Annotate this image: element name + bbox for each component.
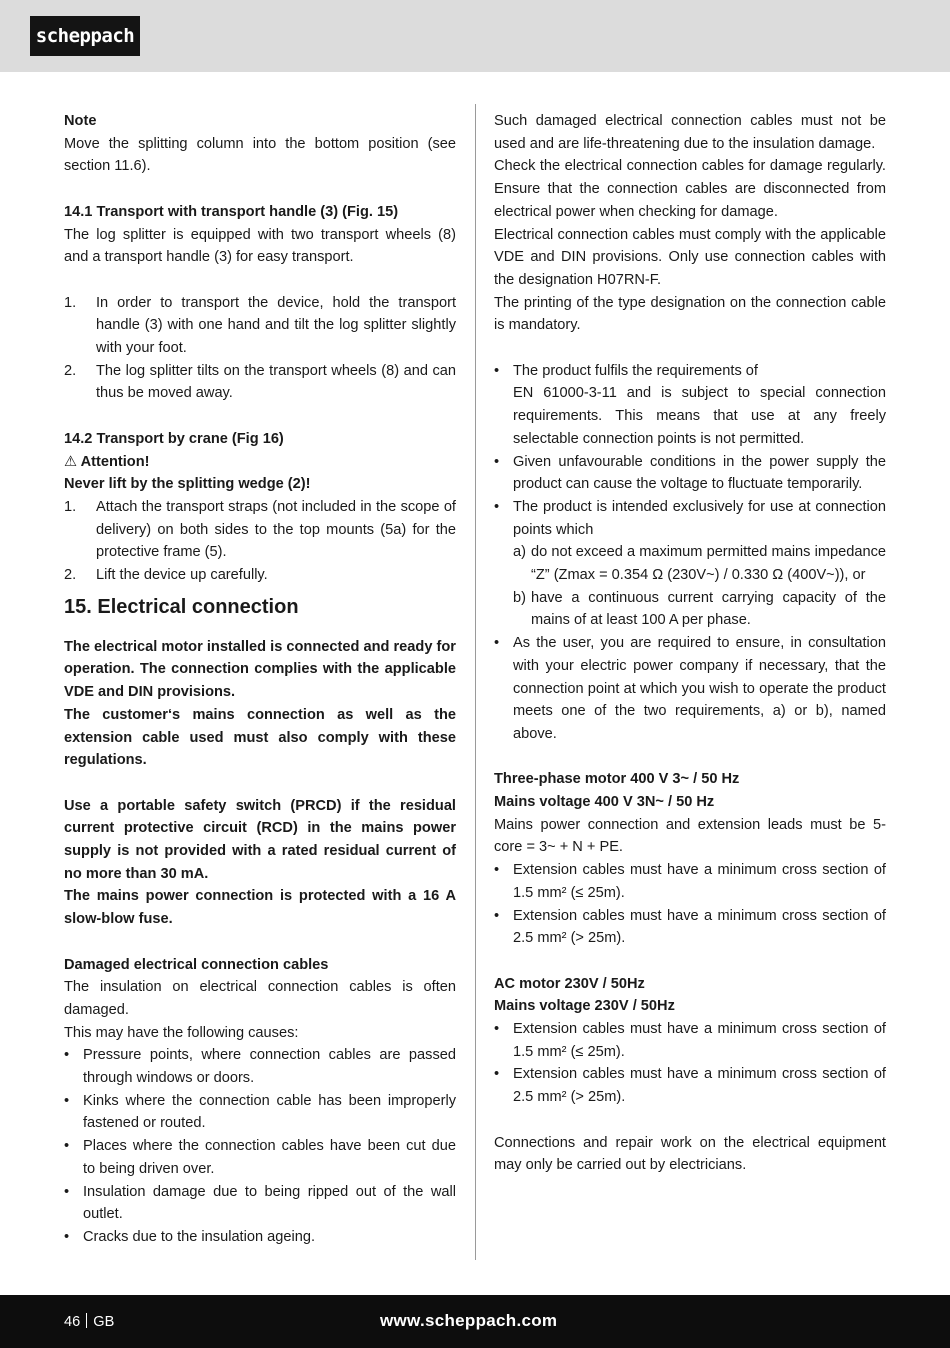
bullet: •	[494, 498, 500, 515]
bullet-text: Extension cables must have a minimum cross section of 1.5 mm² (≤ 25m).	[513, 862, 886, 901]
separator	[86, 1313, 87, 1328]
list-item	[494, 360, 886, 451]
bullet: •	[494, 635, 500, 652]
bullet-text: Cracks due to the insulation ageing.	[83, 1228, 316, 1245]
bullet-text: EN 61000-3-11 and is subject to special connection requirements. This means that use at any freely selectable connection points is not permitted.	[513, 385, 886, 447]
paragraph: Check the electrical connection cables for damage regularly. Ensure that the connection cables are disconnected from electrical power when checking for damage.	[494, 158, 886, 220]
bullet-text: As the user, you are required to ensure, in consultation with your electric power company if necessary, that the connection point at which you wish to operate the product meets one of the two requirements, a) or b), named above.	[513, 635, 886, 742]
sub-label: b)	[513, 589, 526, 606]
bullet: •	[494, 907, 500, 924]
step-number: 1.	[64, 294, 77, 311]
sub-text: do not exceed a maximum permitted mains impedance “Z” (Zmax = 0.354 Ω (230V~) / 0.330 Ω (400V~)), or	[531, 544, 886, 584]
sub-text: have a continuous current carrying capacity of the mains of at least 100 A per phase.	[531, 589, 886, 629]
list-item	[64, 1135, 456, 1180]
step-number: 2.	[64, 567, 77, 584]
ac-motor-heading: AC motor 230V / 50Hz	[494, 975, 645, 992]
list-item	[494, 632, 886, 746]
bullet-text: Extension cables must have a minimum cross section of 2.5 mm² (> 25m).	[513, 907, 886, 947]
bullet-text: The product fulfils the requirements of	[513, 362, 758, 379]
list-item	[494, 859, 886, 904]
ac-mains: Mains voltage 230V / 50Hz	[494, 998, 675, 1015]
column-divider	[475, 104, 476, 1260]
bullet-text: Extension cables must have a minimum cross section of 2.5 mm² (> 25m).	[513, 1066, 886, 1106]
note-title: Note	[64, 113, 97, 129]
bullet-text: Kinks where the connection cable has been improperly fastened or routed.	[83, 1092, 456, 1132]
three-phase-heading: Three-phase motor 400 V 3~ / 50 Hz	[494, 771, 740, 788]
bullet-text: Places where the connection cables have been cut due to being driven over.	[83, 1138, 456, 1177]
sub-list-item	[494, 541, 886, 586]
bullet: •	[64, 1047, 70, 1064]
never-lift-warning: Never lift by the splitting wedge (2)!	[64, 476, 311, 493]
three-phase-mains: Mains voltage 400 V 3N~ / 50 Hz	[494, 794, 715, 811]
bullet: •	[494, 453, 500, 470]
bullet-text: Pressure points, where connection cables are passed through windows or doors.	[83, 1047, 456, 1087]
damaged-cables-heading: Damaged electrical connection cables	[64, 956, 329, 973]
paragraph: Electrical connection cables must comply with the applicable VDE and DIN provisions. Only use connection cables with the designation H07RN-F.	[494, 226, 886, 288]
bullet: •	[494, 362, 500, 379]
section-15-heading: 15. Electrical connection	[64, 595, 299, 618]
bullet: •	[64, 1183, 70, 1200]
bullet: •	[494, 862, 500, 879]
bullet: •	[494, 1021, 500, 1038]
paragraph: Such damaged electrical connection cables must not be used and are life-threatening due to the insulation damage.	[494, 113, 886, 152]
fuse-paragraph: The mains power connection is protected with a 16 A slow-blow fuse.	[64, 888, 456, 928]
bullet: •	[64, 1092, 70, 1109]
step-number: 2.	[64, 362, 77, 379]
electrical-motor-paragraph: The electrical motor installed is connected and ready for operation. The connection complies with the applicable VDE and DIN provisions.	[64, 638, 456, 701]
step-text: Lift the device up carefully.	[96, 567, 268, 584]
language-code: GB	[93, 1314, 115, 1330]
page-number-block	[64, 1311, 114, 1333]
list-item	[64, 1181, 456, 1226]
note-text: Move the splitting column into the bottom position (see section 11.6).	[64, 135, 456, 175]
list-item	[494, 451, 886, 496]
list-item	[64, 1044, 456, 1089]
customer-mains-paragraph: The customer‘s mains connection as well as the extension cable used must also comply with these regulations.	[64, 706, 456, 769]
left-column	[64, 110, 456, 1249]
list-item	[64, 1226, 456, 1249]
closing-paragraph: Connections and repair work on the electrical equipment may only be carried out by electricians.	[494, 1134, 886, 1174]
section-14-2-heading: 14.2 Transport by crane (Fig 16)	[64, 430, 284, 447]
brand-logo: scheppach	[30, 16, 140, 56]
step-text: The log splitter tilts on the transport wheels (8) and can thus be moved away.	[96, 362, 456, 402]
list-item	[64, 496, 456, 564]
section-14-1-heading: 14.1 Transport with transport handle (3) (Fig. 15)	[64, 203, 399, 220]
list-item	[494, 1063, 886, 1108]
page-footer	[0, 1295, 950, 1348]
bullet-text: Given unfavourable conditions in the power supply the product can cause the voltage to fluctuate temporarily.	[513, 453, 886, 493]
paragraph: The printing of the type designation on the connection cable is mandatory.	[494, 294, 886, 334]
bullet: •	[64, 1138, 70, 1155]
damaged-cables-text: The insulation on electrical connection cables is often damaged.	[64, 979, 456, 1018]
page-number: 46	[64, 1314, 81, 1330]
step-text: In order to transport the device, hold the transport handle (3) with one hand and tilt the log splitter slightly with your foot.	[96, 294, 456, 356]
step-number: 1.	[64, 498, 77, 515]
bullet-text: Extension cables must have a minimum cross section of 1.5 mm² (≤ 25m).	[513, 1021, 886, 1060]
three-phase-text: Mains power connection and extension leads must be 5-core = 3~ + N + PE.	[494, 816, 886, 856]
list-item	[64, 564, 456, 587]
step-text: Attach the transport straps (not included in the scope of delivery) on both sides to the top mounts (5a) for the protective frame (5).	[96, 498, 456, 561]
list-item	[64, 360, 456, 405]
page-header	[0, 0, 950, 72]
prcd-paragraph: Use a portable safety switch (PRCD) if the residual current protective circuit (RCD) in the mains power supply is not provided with a rated residual current of no more than 30 mA.	[64, 797, 456, 882]
bullet: •	[494, 1066, 500, 1083]
causes-intro: This may have the following causes:	[64, 1024, 299, 1041]
bullet: •	[64, 1228, 70, 1245]
website-link[interactable]: www.scheppach.com	[380, 1311, 558, 1330]
bullet-text: The product is intended exclusively for use at connection points which	[513, 498, 886, 538]
sub-list-item	[494, 587, 886, 632]
bullet-text: Insulation damage due to being ripped out of the wall outlet.	[83, 1183, 456, 1223]
section-14-1-text: The log splitter is equipped with two transport wheels (8) and a transport handle (3) for easy transport.	[64, 226, 456, 266]
right-column	[494, 110, 886, 1177]
attention-warning: ⚠ Attention!	[64, 453, 150, 470]
list-item	[494, 905, 886, 950]
list-item	[64, 1090, 456, 1135]
list-item	[64, 292, 456, 360]
sub-label: a)	[513, 544, 526, 561]
list-item	[494, 1018, 886, 1063]
list-item	[494, 496, 886, 541]
